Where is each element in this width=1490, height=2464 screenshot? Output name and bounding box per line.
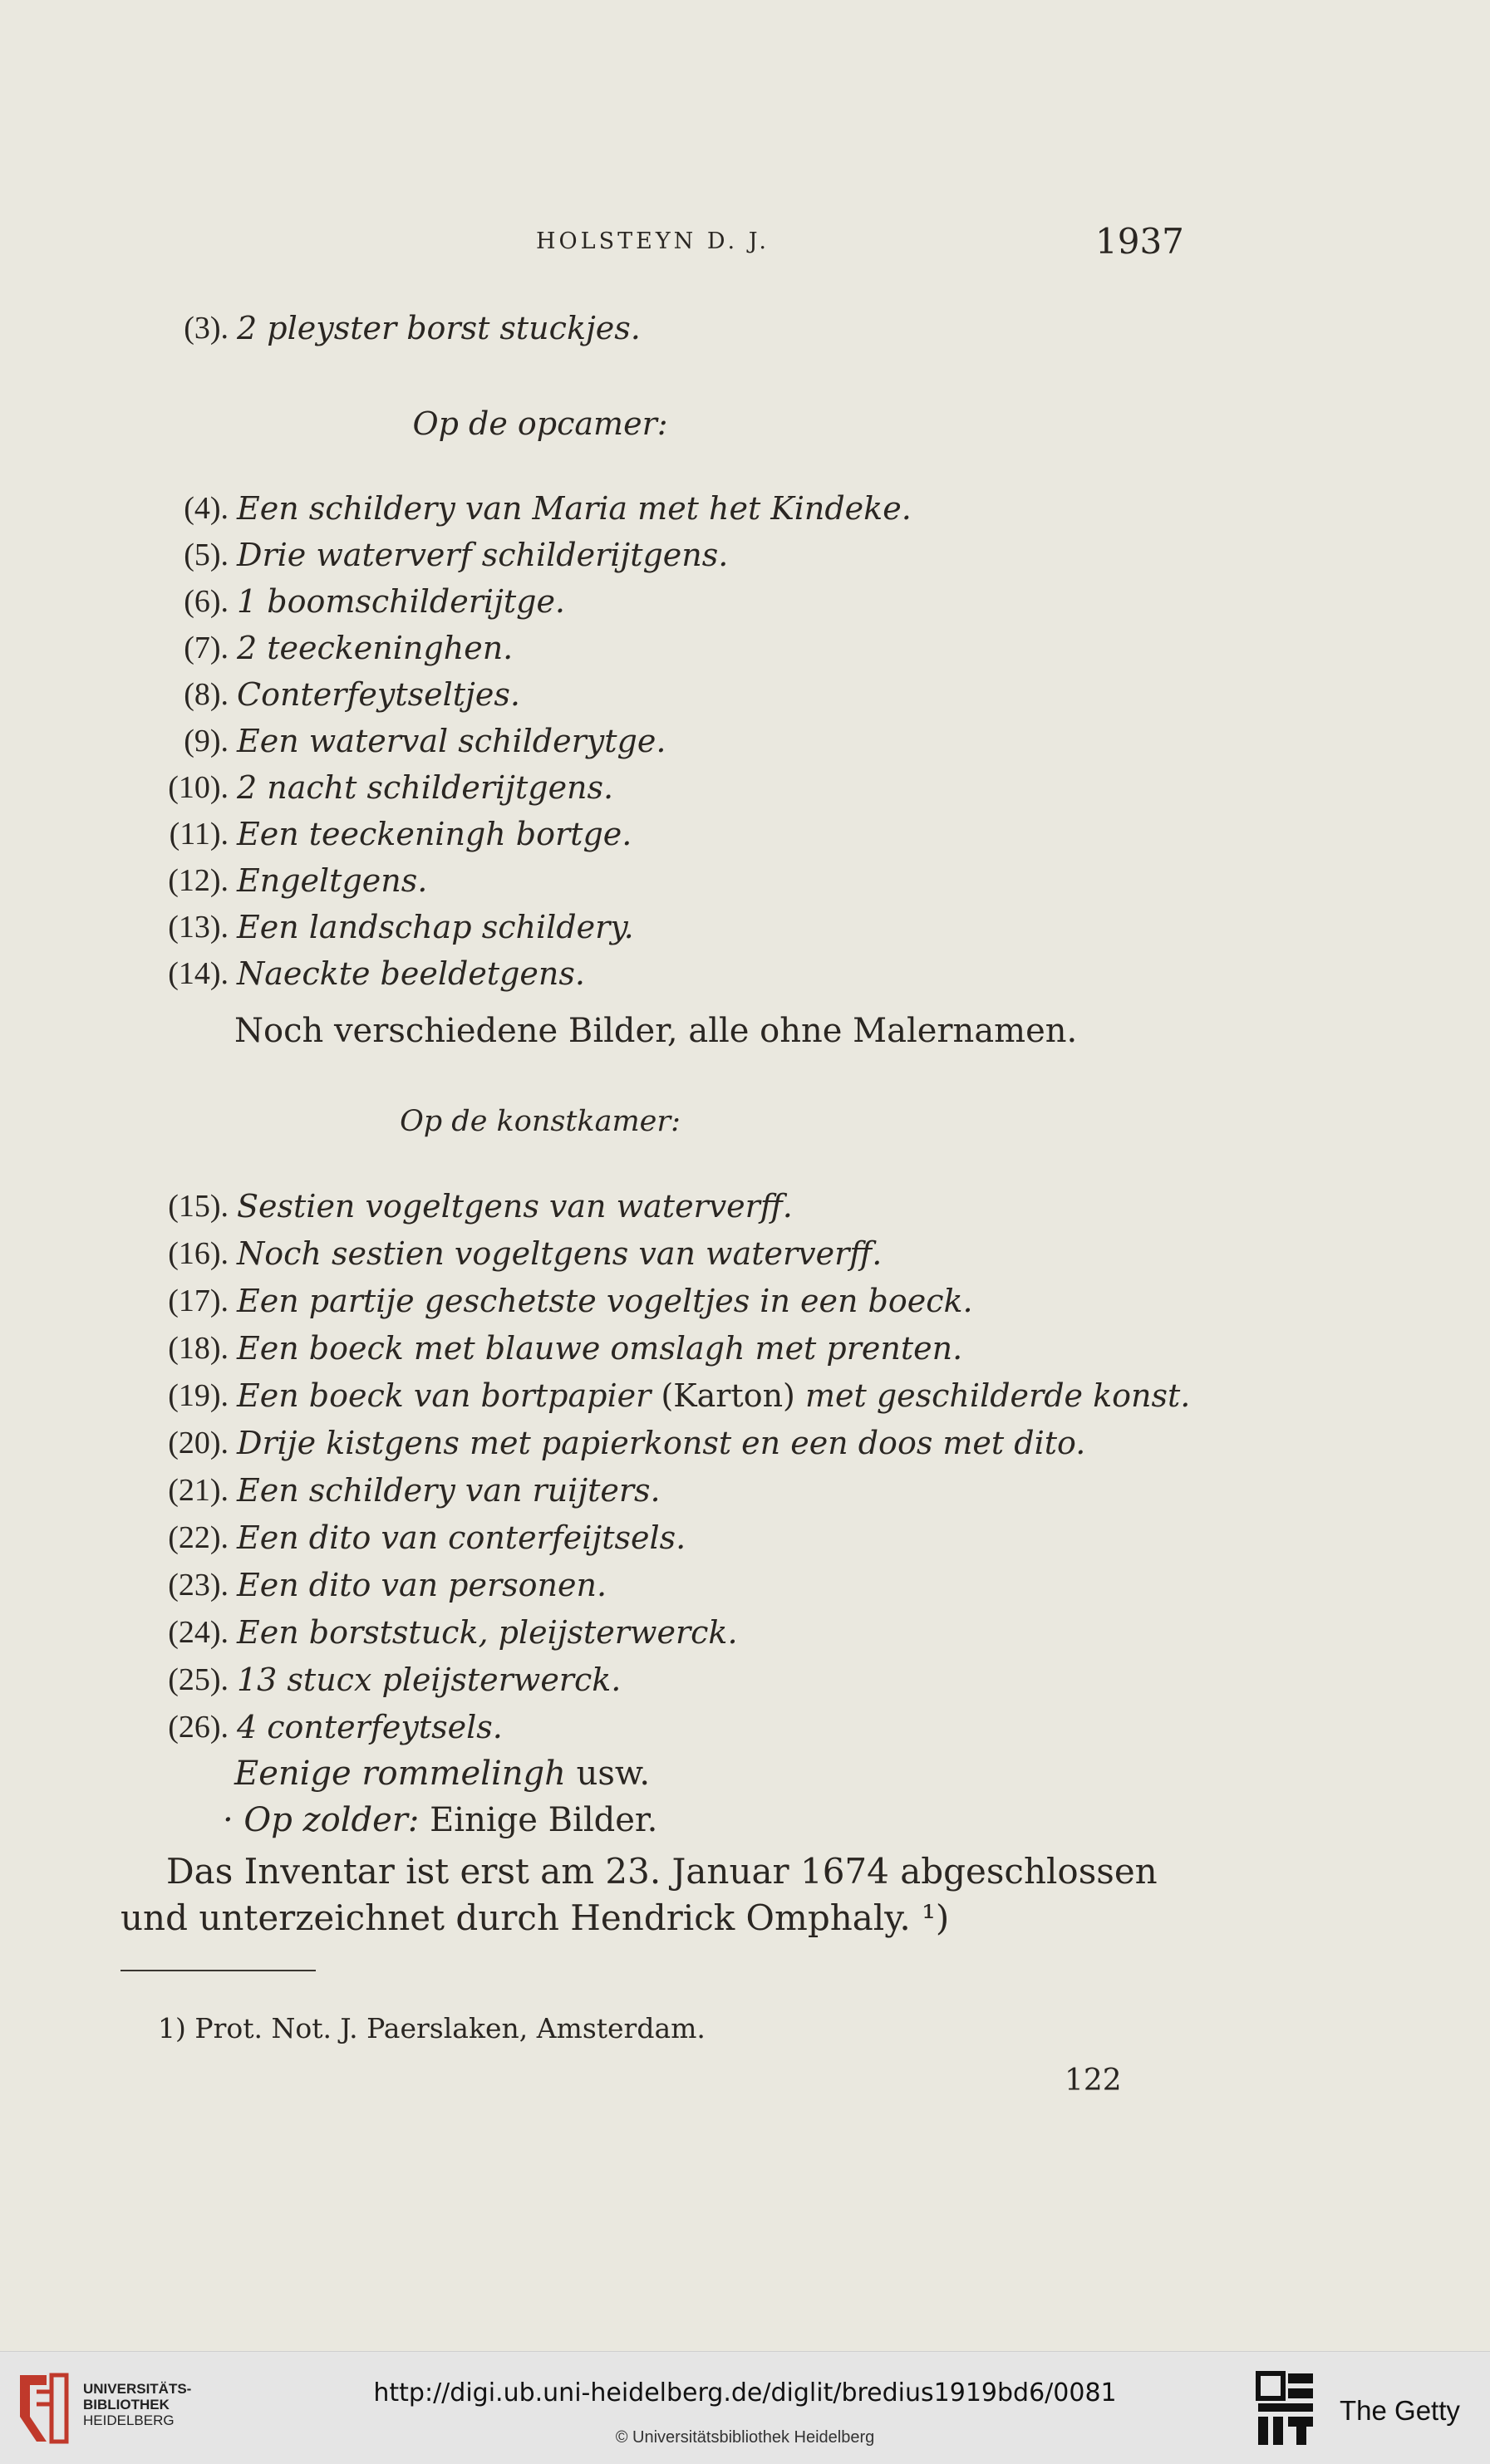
footnote: 1) Prot. Not. J. Paerslaken, Amsterdam. <box>158 2012 706 2044</box>
section-heading: Op de opcamer: <box>412 405 668 442</box>
section-heading: Op de konstkamer: <box>400 1105 681 1138</box>
note-text: · Op zolder: Einige Bilder. <box>223 1801 658 1839</box>
getty-logo-icon <box>1255 2370 1316 2449</box>
page-number: 122 <box>1065 2064 1122 2098</box>
getty-name: The Getty <box>1340 2395 1460 2426</box>
viewer-footer <box>0 2351 1490 2464</box>
document-page: HOLSTEYN D. J. 1937 (3). 2 pleyster borst stuckjes. Op de opcamer: (4). Een schildery van Maria met het Kindeke. (5). Drie waterverf schilderijtgens. (6). 1 boomschilderijtge. (7). 2 teeckeninghen. (8). Conterfeytseltjes. (9). Een waterval schilderytge. (10). 2 nacht schilderijtgens. (11). Een teeckeningh bortge. (12). Engeltgens. (13). Een landschap schildery. (14). Naeckte beeldetgens. Noch verschiedene Bilder, alle ohne Malernamen. Op de konstkamer: (15). Sestien vogeltgens van waterverff. (16). Noch sestien vogeltgens van waterverff. (17). Een partije geschetste vogeltjes in een boeck. (18). Een boeck met blauwe omslagh met prenten. (19). Een boeck van bortpapier (Karton) met geschilderde konst. (20). Drije kistgens met papierkonst en een doos met dito. (21). Een schildery van ruijters. (22). Een dito van conterfeijtsels. (23). Een dito van personen. (24). Een borststuck, pleijsterwerck. (25). 13 stucx pleijsterwerck. (26). 4 conterfeytsels. Eenige rommelingh usw. · Op zolder: Einige Bilder. Das Inventar ist erst am 23. Januar 1674 abgeschlossen und unterzeichnet durch Hendrick Omphaly. ¹) 1) Prot. Not. J. Paerslaken, Amsterdam. 122 <box>0 0 1490 2351</box>
footnote-divider <box>120 1970 316 1971</box>
permalink-url[interactable]: http://digi.ub.uni-heidelberg.de/diglit/bredius1919bd6/0081 <box>373 2378 1117 2408</box>
note-text: Eenige rommelingh usw. <box>234 1755 651 1793</box>
running-header: HOLSTEYN D. J. <box>536 228 770 254</box>
paragraph-line: und unterzeichnet durch Hendrick Omphaly. ¹) <box>120 1897 950 1938</box>
paragraph-line: Das Inventar ist erst am 23. Januar 1674 abgeschlossen <box>166 1851 1158 1892</box>
copyright-notice: © Universitätsbibliothek Heidelberg <box>615 2428 875 2447</box>
note-text: Noch verschiedene Bilder, alle ohne Malernamen. <box>234 1012 1078 1050</box>
library-name: UNIVERSITÄTS- BIBLIOTHEK HEIDELBERG <box>83 2381 192 2428</box>
header-page-number: 1937 <box>1095 221 1184 262</box>
